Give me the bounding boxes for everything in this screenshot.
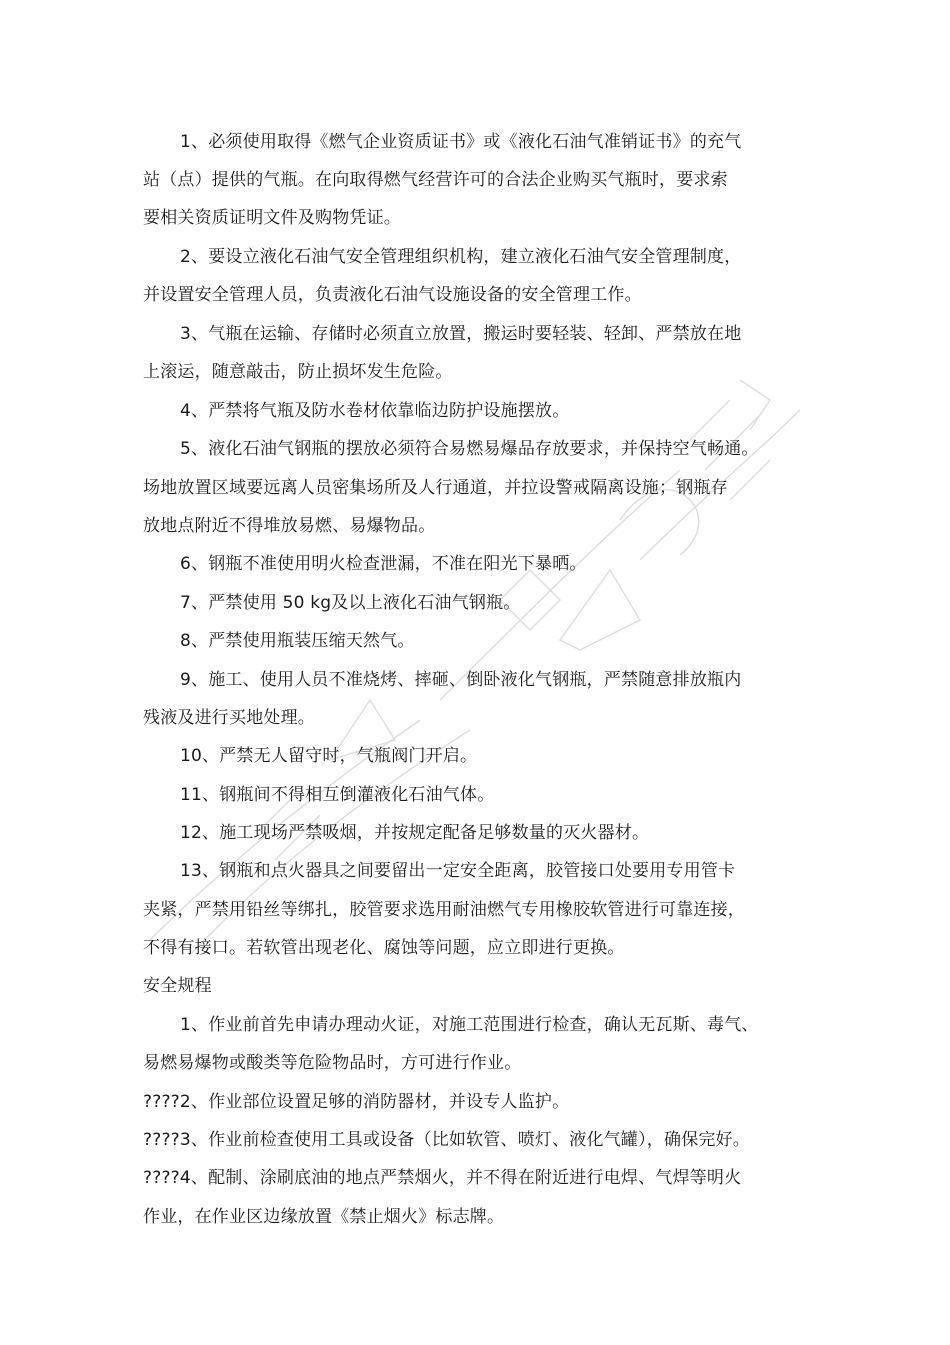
text-line: 放地点附近不得堆放易燃、易爆物品。: [143, 516, 436, 536]
text-line: 易燃易爆物或酸类等危险物品时，方可进行作业。: [143, 1053, 522, 1073]
text-line: 5、液化石油气钢瓶的摆放必须符合易燃易爆品存放要求，并保持空气畅通。: [180, 439, 759, 459]
text-line: ????4、配制、涂刷底油的地点严禁烟火，并不得在附近进行电焊、气焊等明火: [143, 1168, 742, 1188]
text-line: 1、作业前首先申请办理动火证，对施工范围进行检查，确认无瓦斯、毒气、: [180, 1015, 759, 1035]
text-line: 站（点）提供的气瓶。在向取得燃气经营许可的合法企业购买气瓶时，要求索: [143, 170, 728, 190]
text-line: 夹紧，严禁用铅丝等绑扎，胶管要求选用耐油燃气专用橡胶软管进行可靠连接，: [143, 900, 745, 920]
text-line: 场地放置区域要远离人员密集场所及人行通道，并拉设警戒隔离设施；钢瓶存: [143, 478, 728, 498]
text-line: ????2、作业部位设置足够的消防器材，并设专人监护。: [143, 1092, 570, 1112]
text-line: 4、严禁将气瓶及防水卷材依靠临边防护设施摆放。: [180, 401, 570, 421]
text-line: 残液及进行买地处理。: [143, 708, 315, 728]
text-line: 10、严禁无人留守时，气瓶阀门开启。: [180, 746, 478, 766]
text-line: 3、气瓶在运输、存储时必须直立放置，搬运时要轻装、轻卸、严禁放在地: [180, 324, 742, 344]
text-line: 要相关资质证明文件及购物凭证。: [143, 208, 401, 228]
section-heading: 安全规程: [143, 976, 212, 996]
text-line: 上滚运，随意敲击，防止损坏发生危险。: [143, 362, 453, 382]
text-line: 并设置安全管理人员，负责液化石油气设施设备的安全管理工作。: [143, 285, 642, 305]
text-line: 2、要设立液化石油气安全管理组织机构，建立液化石油气安全管理制度，: [180, 247, 742, 267]
text-line: 6、钢瓶不准使用明火检查泄漏，不准在阳光下暴晒。: [180, 554, 587, 574]
text-line: 1、必须使用取得《燃气企业资质证书》或《液化石油气准销证书》的充气: [180, 132, 742, 152]
text-line: 12、施工现场严禁吸烟，并按规定配备足够数量的灭火器材。: [180, 823, 650, 843]
text-line: 9、施工、使用人员不准烧烤、摔砸、倒卧液化气钢瓶，严禁随意排放瓶内: [180, 670, 742, 690]
text-line: 8、严禁使用瓶装压缩天然气。: [180, 631, 415, 651]
text-line: 作业，在作业区边缘放置《禁止烟火》标志牌。: [143, 1207, 505, 1227]
text-line: 7、严禁使用 50 kg及以上液化石油气钢瓶。: [180, 593, 521, 613]
text-line: 13、钢瓶和点火器具之间要留出一定安全距离，胶管接口处要用专用管卡: [180, 861, 736, 881]
text-line: ????3、作业前检查使用工具或设备（比如软管、喷灯、液化气罐），确保完好。: [143, 1130, 751, 1150]
text-line: 11、钢瓶间不得相互倒灌液化石油气体。: [180, 785, 495, 805]
text-line: 不得有接口。若软管出现老化、腐蚀等问题，应立即进行更换。: [143, 938, 625, 958]
